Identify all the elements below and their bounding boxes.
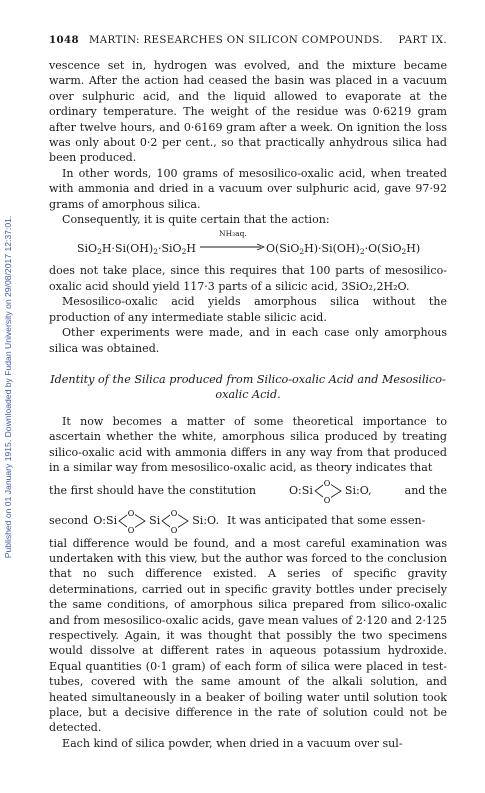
paragraph-3: Consequently, it is quite certain that the action:: [62, 213, 330, 227]
download-watermark-text: Published on 01 January 1915. Downloaded by Fudan University on 29/08/2017 12:37:01.: [3, 215, 13, 559]
svg-text:O: O: [127, 525, 135, 534]
paragraph-6: Other experiments were made, and in each case only amorphous silica was obtained.: [49, 326, 447, 355]
reaction-arrow-icon: [200, 242, 265, 252]
svg-text:O: O: [170, 525, 178, 534]
page-number: 1048: [49, 34, 79, 46]
siloxane-ring-icon: [118, 508, 148, 534]
part-label: PART IX.: [398, 35, 447, 46]
formula-line-first: [49, 476, 447, 506]
equation-reactant: $SiO_2H\cdot Si(OH)_2\cdot SiO_2H$: [77, 242, 196, 257]
siloxane-ring-icon: [314, 478, 344, 504]
svg-text:O: O: [127, 508, 135, 518]
formula-line-first-tail: and the: [404, 484, 447, 498]
svg-text:O: O: [170, 508, 178, 518]
equation-reagent: NH₃aq.: [219, 229, 247, 239]
structural-formula-second: O:Si O O Si O O Si:O.: [93, 508, 219, 534]
reaction-equation: [49, 229, 447, 261]
paragraph-5: Mesosilico-oxalic acid yields amorphous silica without the production of any intermediate stable silicic acid.: [49, 295, 447, 324]
structural-formula-first: O:Si O O Si:O,: [289, 478, 372, 504]
paragraph-4: does not take place, since this requires that 100 parts of mesosilico-oxalic acid should yield 117·3 parts of a silicic acid, 3SiO₂,2H₂O.: [49, 264, 447, 293]
running-title: MARTIN: RESEARCHES ON SILICON COMPOUNDS.: [88, 35, 384, 46]
paragraph-7: It now becomes a matter of some theoretical importance to ascertain whether the white, amorphous silica produced by treating silico-oxalic acid with ammonia differs in any way from that produced in a similar way from mesosilico-oxalic acid, as theory indicates that: [49, 414, 447, 475]
formula-line-second-text: second: [49, 514, 89, 528]
section-heading: Identity of the Silica produced from Silico-oxalic Acid and Mesosilico-oxalic Acid.: [50, 372, 446, 401]
formula-line-second: [49, 506, 447, 536]
download-watermark: [2, 92, 14, 682]
paragraph-2: In other words, 100 grams of mesosilico-oxalic acid, when treated with ammonia and dried in a vacuum over sulphuric acid, gave 97·92 grams of amorphous silica.: [49, 166, 447, 211]
page-content: [49, 34, 447, 751]
formula-line-first-text: the first should have the constitution: [49, 484, 257, 498]
equation-product: $O(SiO_2H)\cdot Si(OH)_2\cdot O(SiO_2H)$: [266, 242, 421, 257]
svg-text:O: O: [323, 478, 331, 488]
siloxane-ring-icon: [161, 508, 191, 534]
svg-text:O: O: [323, 495, 331, 504]
paragraph-1: vescence set in, hydrogen was evolved, and the mixture became warm. After the action had ceased the basin was placed in a vacuum over sulphuric acid, and the liquid allowed to evaporate at the ordinary temperature. The weight of the residue was 0·6219 gram after twelve hours, and 0·6169 gram after a week. On ignition the loss was only about 0·2 per cent., so that practically anhydrous silica had been produced.: [49, 59, 447, 165]
paragraph-9: Each kind of silica powder, when dried in a vacuum over sul-: [62, 736, 403, 750]
paragraph-8: tial difference would be found, and a most careful examination was undertaken with this view, but the author was forced to the conclusion that no such difference existed. A series of specific gravity determinations, carried out in specific gravity bottles under precisely the same conditions, of amorphous silica prepared from silico-oxalic and from mesosilico-oxalic acids, gave mean values of 2·120 and 2·125 respectively. Again, it was thought that possibly the two specimens would dissolve at different rates in aqueous potassium hydroxide. Equal quantities (0·1 gram) of each form of silica were placed in test-tubes, covered with the same amount of the alkali solution, and heated simultaneously in a beaker of boiling water until solution took place, but a decisive difference in the rate of solution could not be detected.: [49, 536, 447, 735]
formula-line-second-tail: It was anticipated that some essen-: [226, 514, 426, 528]
running-header: [49, 34, 447, 46]
